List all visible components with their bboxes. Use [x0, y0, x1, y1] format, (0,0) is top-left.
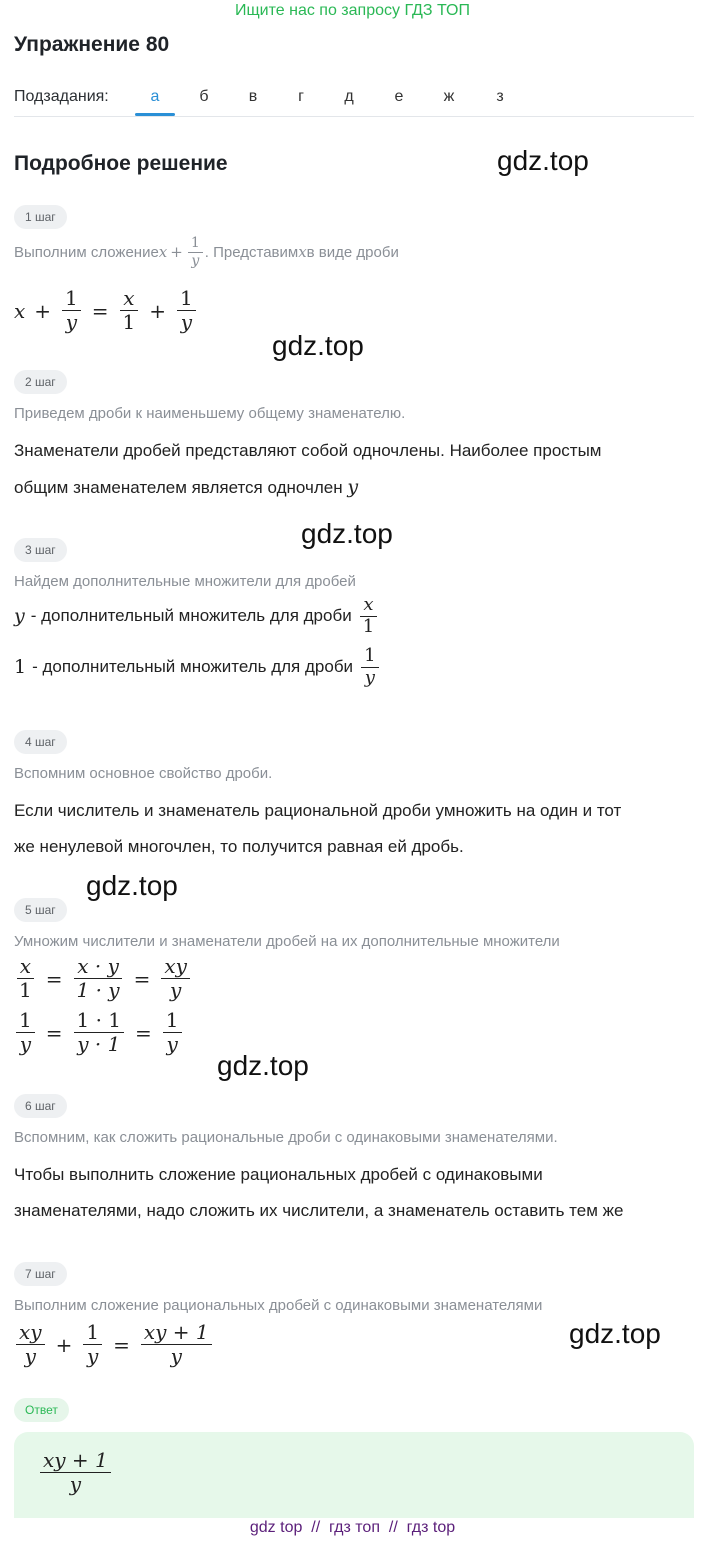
frac-numerator: 1 — [163, 1010, 182, 1033]
step-badge: 2 шаг — [14, 370, 67, 394]
tab-subtask-v[interactable]: в — [248, 88, 258, 105]
tab-subtask-d[interactable]: д — [344, 88, 354, 105]
step-text-line: знаменателями, надо сложить их числители, а знаменатель оставить тем же — [14, 1201, 624, 1220]
step-note: Выполним сложение рациональных дробей с одинаковыми знаменателями — [14, 1297, 543, 1314]
tab-subtask-g[interactable]: г — [298, 88, 304, 105]
frac-numerator: 1 — [361, 647, 378, 668]
math-op: + — [149, 298, 167, 323]
step-text-line: же ненулевой многочлен, то получится равная ей дробь. — [14, 837, 464, 856]
formula-step5-b — [14, 1010, 184, 1055]
frac-denominator: 1 · y — [76, 978, 120, 1002]
step-badge: 1 шаг — [14, 205, 67, 229]
math-var: y — [347, 476, 359, 498]
watermark: gdz.top — [569, 1318, 661, 1349]
tab-subtask-a[interactable]: а — [150, 88, 160, 105]
text-part: - дополнительный множитель для дроби — [30, 606, 352, 626]
formula-step7 — [14, 1322, 214, 1367]
note-text: Выполним сложение — [14, 243, 159, 261]
frac-numerator: 1 — [188, 236, 203, 253]
multiplier-row — [14, 647, 381, 688]
math-var: y — [14, 605, 25, 628]
frac-numerator: x — [17, 956, 34, 979]
tab-subtask-b[interactable]: б — [199, 88, 209, 105]
step-text-line: Знаменатели дробей представляют собой одночлены. Наиболее простым — [14, 441, 602, 460]
page-title: Упражнение 80 — [14, 33, 170, 56]
frac-numerator: x · y — [74, 956, 122, 979]
frac-denominator: y — [364, 666, 375, 688]
math-op: = — [91, 298, 109, 323]
step-note: Вспомним основное свойство дроби. — [14, 765, 273, 782]
frac-numerator: 1 — [62, 288, 81, 311]
watermark: gdz.top — [272, 330, 364, 361]
frac-denominator: y — [180, 310, 193, 334]
math-var: x — [298, 243, 307, 262]
step-note: Найдем дополнительные множители для дробей — [14, 573, 356, 590]
step-badge: 4 шаг — [14, 730, 67, 754]
step-note: Вспомним, как сложить рациональные дроби с одинаковыми знаменателями. — [14, 1129, 558, 1146]
step-text-line: Чтобы выполнить сложение рациональных дробей с одинаковыми — [14, 1165, 543, 1184]
tab-subtask-z[interactable]: з — [496, 88, 504, 105]
frac-denominator: 1 — [362, 615, 375, 637]
text-part: - дополнительный множитель для дроби — [32, 657, 354, 677]
math-number: 1 — [14, 656, 27, 679]
frac-denominator: y — [65, 310, 78, 334]
frac-denominator: y — [87, 1344, 99, 1368]
math-op: + — [55, 1332, 73, 1357]
step-text-line — [14, 469, 358, 506]
footer-links: gdz top // гдз топ // гдз top — [249, 1519, 456, 1536]
frac-numerator: 1 — [83, 1322, 102, 1345]
frac-numerator: x — [360, 596, 376, 617]
frac-denominator: y — [24, 1344, 36, 1368]
frac-numerator: x — [120, 288, 137, 311]
step-note: Умножим числители и знаменатели дробей на их дополнительные множители — [14, 933, 560, 950]
frac-denominator: y · 1 — [77, 1032, 121, 1056]
formula-step1 — [14, 288, 198, 333]
frac-numerator: 1 — [16, 1010, 35, 1033]
frac-numerator: 1 · 1 — [74, 1010, 125, 1033]
tabs-divider — [14, 116, 694, 117]
answer-box — [14, 1432, 694, 1518]
frac-denominator: y — [170, 978, 182, 1002]
frac-numerator: xy + 1 — [40, 1450, 111, 1473]
note-text: . Представим — [204, 243, 299, 261]
note-text: в виде дроби — [306, 243, 399, 261]
frac-denominator: 1 — [122, 310, 136, 334]
tab-subtask-e[interactable]: е — [394, 88, 404, 105]
math-var: x — [14, 298, 26, 323]
frac-numerator: xy — [161, 956, 190, 979]
step-badge: 7 шаг — [14, 1262, 67, 1286]
math-op: = — [45, 966, 63, 991]
subtasks-label: Подзадания: — [14, 88, 109, 105]
frac-denominator: 1 — [19, 978, 32, 1002]
frac-denominator: y — [170, 1344, 182, 1368]
math-op: = — [113, 1332, 130, 1357]
answer-formula — [38, 1450, 113, 1495]
answer-badge: Ответ — [14, 1398, 69, 1422]
frac-denominator: y — [166, 1032, 178, 1056]
watermark: gdz.top — [217, 1050, 309, 1081]
step-text-line: Если числитель и знаменатель рациональной дроби умножить на один и тот — [14, 801, 622, 820]
frac-numerator: 1 — [177, 288, 196, 311]
multiplier-row — [14, 596, 379, 637]
math-op: + — [34, 298, 52, 323]
frac-denominator: y — [191, 252, 200, 269]
section-title: Подробное решение — [14, 152, 228, 175]
step-note: Приведем дроби к наименьшему общему знаменателю. — [14, 405, 406, 422]
formula-step5-a — [14, 956, 192, 1001]
step-badge: 5 шаг — [14, 898, 67, 922]
search-hint-banner: Ищите нас по запросу ГДЗ ТОП — [235, 2, 470, 19]
tab-subtask-zh[interactable]: ж — [443, 88, 455, 105]
step-badge: 3 шаг — [14, 538, 67, 562]
math-op: + — [170, 243, 183, 262]
watermark: gdz.top — [86, 870, 178, 901]
watermark: gdz.top — [497, 145, 589, 176]
math-var: x — [158, 243, 168, 262]
math-op: = — [133, 966, 151, 991]
frac-denominator: y — [69, 1472, 82, 1496]
watermark: gdz.top — [301, 518, 393, 549]
math-op: = — [45, 1020, 63, 1045]
frac-denominator: y — [19, 1032, 32, 1056]
frac-numerator: xy + 1 — [141, 1322, 212, 1345]
frac-numerator: xy — [16, 1322, 45, 1345]
text-part: общим знаменателем является одночлен — [14, 478, 348, 497]
step-note — [14, 236, 399, 268]
step-badge: 6 шаг — [14, 1094, 67, 1118]
math-op: = — [135, 1020, 152, 1045]
